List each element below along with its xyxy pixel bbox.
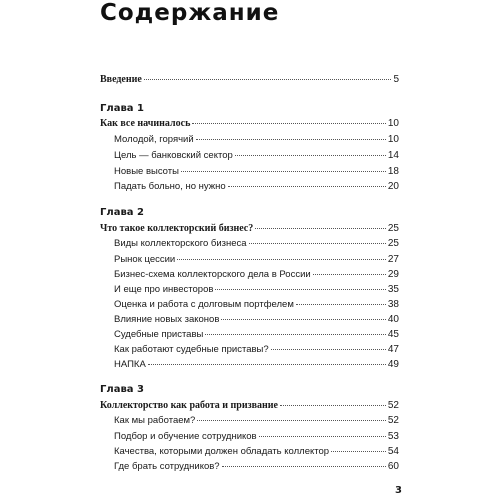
toc-entry-label: Судебные приставы [114, 329, 204, 340]
toc-entry-label: И еще про инвесторов [114, 284, 214, 295]
toc-entry-label: Качества, которыми должен обладать коллектор [114, 446, 330, 457]
toc-entry[interactable] [114, 180, 399, 192]
toc-entry[interactable] [114, 313, 399, 325]
toc-entry-label: Где брать сотрудников? [114, 461, 220, 472]
dot-leader [235, 147, 386, 156]
dot-leader [228, 178, 386, 187]
toc-entry[interactable] [114, 165, 399, 177]
dot-leader [197, 412, 386, 421]
dot-leader [296, 296, 386, 305]
toc-entry-label: Цель — банковский сектор [114, 150, 233, 161]
toc-entry-page: 25 [387, 223, 399, 234]
toc-entry[interactable] [114, 343, 399, 355]
chapter-2-heading: Глава 2 [100, 207, 144, 218]
toc-entry-page: 14 [387, 150, 399, 161]
toc-entry-page: 29 [387, 269, 399, 280]
toc-entry[interactable] [114, 283, 399, 295]
toc-entry-label: Введение [100, 74, 142, 85]
toc-entry-intro[interactable] [100, 73, 399, 85]
toc-entry[interactable] [114, 445, 399, 457]
dot-leader [259, 428, 386, 437]
toc-entry-label: Влияние новых законов [114, 314, 220, 325]
toc-entry[interactable] [114, 430, 399, 442]
toc-entry-label: Падать больно, но нужно [114, 181, 226, 192]
toc-entry-page: 20 [387, 181, 399, 192]
toc-entry[interactable] [114, 268, 399, 280]
toc-entry-page: 54 [387, 446, 399, 457]
toc-entry-page: 38 [387, 299, 399, 310]
dot-leader [280, 397, 386, 406]
toc-entry-page: 49 [387, 359, 399, 370]
toc-entry[interactable] [114, 414, 399, 426]
dot-leader [144, 71, 392, 80]
dot-leader [205, 326, 386, 335]
dot-leader [196, 131, 386, 140]
toc-entry-label: Бизнес-схема коллекторского дела в России [114, 269, 311, 280]
toc-entry-label: Рынок цессии [114, 254, 176, 265]
dot-leader [222, 458, 386, 467]
toc-entry-page: 47 [387, 344, 399, 355]
toc-section-ch2[interactable] [100, 222, 399, 234]
toc-entry-page: 10 [387, 118, 399, 129]
dot-leader [313, 266, 386, 275]
toc-entry-label: Молодой, горячий [114, 134, 194, 145]
toc-entry-page: 45 [387, 329, 399, 340]
toc-entry-page: 40 [387, 314, 399, 325]
dot-leader [148, 356, 386, 365]
toc-entry-page: 27 [387, 254, 399, 265]
chapter-3-heading: Глава 3 [100, 384, 144, 395]
toc-entry-page: 18 [387, 166, 399, 177]
toc-entry[interactable] [114, 149, 399, 161]
toc-entry-label: Как работают судебные приставы? [114, 344, 269, 355]
toc-entry-label: Подбор и обучение сотрудников [114, 431, 257, 442]
toc-entry-label: Как все начиналось [100, 118, 191, 129]
page-title: Содержание [100, 0, 280, 26]
toc-entry[interactable] [114, 328, 399, 340]
dot-leader [177, 251, 386, 260]
toc-entry-page: 5 [393, 74, 399, 85]
chapter-1-heading: Глава 1 [100, 103, 144, 114]
page-number: 3 [395, 485, 402, 496]
toc-entry[interactable] [114, 133, 399, 145]
toc-entry-label: Коллекторство как работа и призвание [100, 400, 278, 411]
dot-leader [215, 281, 385, 290]
toc-entry[interactable] [114, 460, 399, 472]
toc-entry-page: 53 [387, 431, 399, 442]
toc-entry[interactable] [114, 237, 399, 249]
toc-entry[interactable] [114, 358, 399, 370]
toc-entry-page: 35 [387, 284, 399, 295]
toc-entry[interactable] [114, 298, 399, 310]
dot-leader [249, 235, 386, 244]
toc-entry-label: Виды коллекторского бизнеса [114, 238, 247, 249]
toc-entry-page: 60 [387, 461, 399, 472]
dot-leader [221, 311, 386, 320]
toc-entry-page: 10 [387, 134, 399, 145]
toc-entry-label: Что такое коллекторский бизнес? [100, 223, 254, 234]
toc-entry-label: Оценка и работа с долговым портфелем [114, 299, 294, 310]
dot-leader [181, 163, 386, 172]
dot-leader [192, 115, 386, 124]
dot-leader [331, 443, 386, 452]
toc-entry-page: 52 [387, 415, 399, 426]
toc-entry[interactable] [114, 253, 399, 265]
toc-entry-page: 52 [387, 400, 399, 411]
dot-leader [255, 220, 386, 229]
toc-section-ch1[interactable] [100, 117, 399, 129]
toc-entry-label: НАПКА [114, 359, 146, 370]
toc-section-ch3[interactable] [100, 399, 399, 411]
dot-leader [271, 341, 386, 350]
toc-entry-label: Как мы работаем? [114, 415, 196, 426]
toc-entry-page: 25 [387, 238, 399, 249]
toc-entry-label: Новые высоты [114, 166, 179, 177]
